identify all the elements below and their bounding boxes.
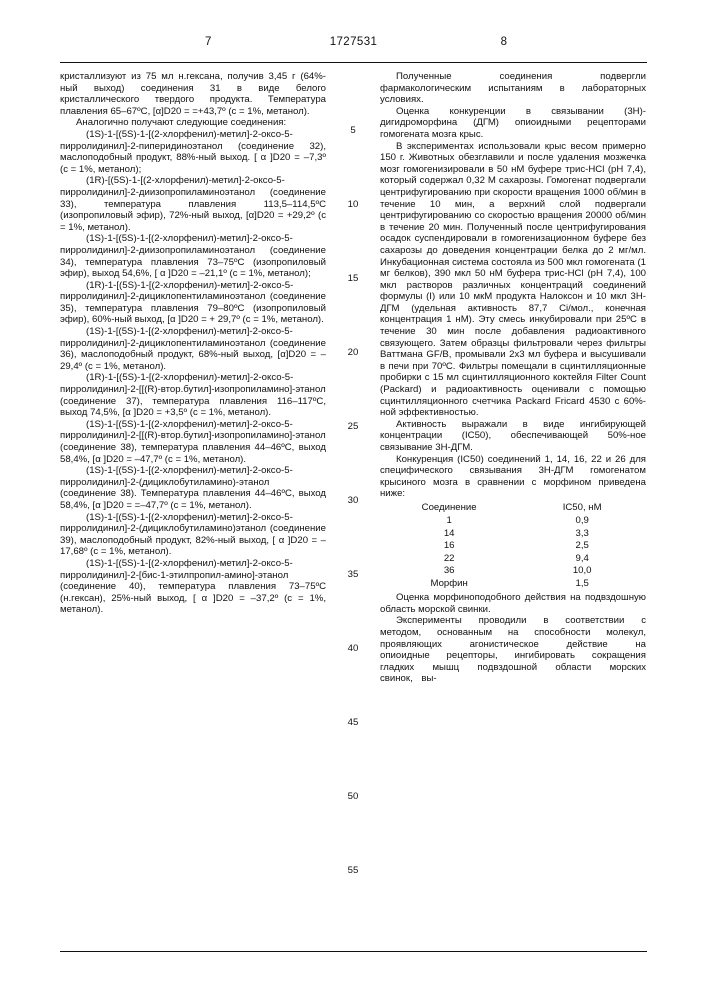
line-number: 35 xyxy=(347,569,359,580)
table-row xyxy=(380,540,646,553)
paragraph: (1S)-1-[(5S)-1-[(2-хлорфенил)-метил]-2-оксо-5-пирролидинил]-2-(дициклобутиламино)этанол (соединение 39), маслоподобный продукт, 82%-ный выход, [ α ]D20 = –17,68º (с = 1%, метанол). xyxy=(60,511,326,558)
cell-compound: 1 xyxy=(446,515,452,527)
line-number: 40 xyxy=(347,643,359,654)
footer-divider xyxy=(60,951,647,952)
paragraph: (1S)-1-[(5S)-1-[(2-хлорфенил)-метил]-2-оксо-5-пирролидинил]-2-диизопропиламиноэтанол (соединение 34), температура плавления 73–75ºС (изопропиловый эфир), выход 54,6%, [ α ]D20 = –21,1º (с = 1%, метанол); xyxy=(60,233,326,280)
paragraph: (1S)-1-[(5S)-1-[(2-хлорфенил)-метил]-2-оксо-5-пирролидинил]-2-(дициклобутиламино)-этанол (соединение 38). Температура плавления 44–46ºС, выход 58,4%, [α ]D20 = =–47,7º (с = 1%, метанол). xyxy=(60,465,326,511)
ic50-table xyxy=(380,502,646,590)
paragraph: (1R)-1-[(5S)-1-[(2-хлорфенил)-метил]-2-оксо-5-пирролидинил]-2-[[(R)-втор.бутил]-изопропиламино]-этанол (соединение 37), температура плавления 116–117ºС, выход 74,5%, [α ]D20 = +3,5º (с = 1%, метанол). xyxy=(60,372,326,419)
left-text-column xyxy=(60,71,341,685)
table-row xyxy=(380,565,646,578)
table-row xyxy=(380,578,646,591)
cell-ic50: 9,4 xyxy=(575,552,589,564)
paragraph: В экспериментах использовали крыс весом примерно 150 г. Животных обезглавили и после удаления мозжечка мозг гомогенизировали в 50 нМ буфере трис-HCl (рН 7,4), который содержал 0,32 М сахарозы. Гомогенат подвергали центрифугированию при скорости вращения 1000 об/мин в течение 10 мин, а верхний слой подвергали центрифугированию со скоростью вращения 20000 об/мин в течение 20 мин. Полученный после центрифугирования осадок суспендировали в гомогенизационном буфере без сахарозы до доведения концентрации белка до 2 мг/мл. Инкубационная система состояла из 500 мкл гомогената (1 мг белков), 390 мкл 50 нМ буфера трис-HCl (рН 7,4), 100 мкл растворов различных концентраций соединений формулы (I) или 10 мкМ продукта Налоксон и 10 мкл 3H-ДГМ (удельная активность 87,7 Ci/мол., конечная концентрация 1 нМ). Эту смесь инкубировали при 25ºС в течение 30 мин после добавления радиоактивного связующего. Затем образцы фильтровали через фильтры Ваттмана GF/B, промывали 2x3 мл буфера и высушивали в печи при 70ºС. Фильтры помещали в сцинтилляционные пробирки с 15 мл сцинтилляционного коктейля Filter Count (Packard) и радиоактивность оценивали с помощью сцинтилляционного счетчика Packard Fricard 4530 с 60%-ной эффективностью. xyxy=(380,140,646,419)
table-row xyxy=(380,552,646,565)
paragraph: кристаллизуют из 75 мл н.гексана, получив 3,45 г (64%-ный выход) соединения 31 в виде белого кристаллического твердого продукта. Температура плавления 65–67ºС, [α]D20 = =+43,7º (с = 1%, метанол). xyxy=(60,71,326,117)
table-header-row xyxy=(380,502,646,515)
table-row xyxy=(380,527,646,540)
cell-compound: 14 xyxy=(443,527,455,539)
paragraph: Активность выражали в виде ингибирующей концентрации (IC50), обеспечивающей 50%-ное связывание 3H-ДГМ. xyxy=(380,418,646,453)
line-number: 25 xyxy=(347,421,359,432)
cell-compound: 16 xyxy=(443,540,455,552)
cell-ic50: 3,3 xyxy=(575,527,589,539)
paragraph: (1S)-1-[(5S)-1-[(2-хлорфенил)-метил]-2-оксо-5-пирролидинил]-2-[бис-1-этилпропил-амино]-этанол (соединение 40), температура плавления 73–75ºС (н.гексан), 25%-ный выход, [ α ]D20 = –37,2º (с = 1%, метанол). xyxy=(60,557,326,616)
line-number: 10 xyxy=(347,199,359,210)
cell-ic50: 10,0 xyxy=(572,565,592,577)
document-number: 1727531 xyxy=(329,36,378,48)
cell-ic50: 2,5 xyxy=(575,540,589,552)
line-number: 50 xyxy=(347,791,359,802)
table-row xyxy=(380,515,646,528)
paragraph: Аналогично получают следующие соединения: xyxy=(76,117,287,129)
right-page-number: 8 xyxy=(500,36,507,48)
paragraph: Эксперименты проводили в соответствии с методом, основанным на способности молекул, проявляющих агонистическое действие на опиоидные рецепторы, ингибировать сокращения гладких мышц подвздошной области морских свинок, вы- xyxy=(380,615,646,685)
paragraph: Оценка конкуренции в связывании (3H)-дигидроморфина (ДГМ) опиоидными рецепторами гомогената мозга крыс. xyxy=(380,105,646,140)
cell-ic50: 1,5 xyxy=(575,578,589,590)
line-number: 55 xyxy=(347,865,359,876)
line-number: 30 xyxy=(347,495,359,506)
paragraph: (1S)-1-[(5S)-1-[(2-хлорфенил)-метил]-2-оксо-5-пирролидинил]-2-[[(R)-втор.бутил]-изопропиламино]-этанол (соединение 38), температура плавления 44–46ºС, выход 58,4%, [α ]D20 = –47,7º (с = 1%, метанол). xyxy=(60,418,326,465)
paragraph: Полученные соединения подвергли фармакологическим испытаниям в лабораторных условиях. xyxy=(380,71,646,106)
line-number: 20 xyxy=(347,347,359,358)
right-text-column xyxy=(365,71,646,685)
line-number: 45 xyxy=(347,717,359,728)
left-page-number: 7 xyxy=(205,36,212,48)
line-number-gutter xyxy=(341,71,365,876)
cell-compound: Морфин xyxy=(430,578,468,590)
cell-ic50: 0,9 xyxy=(575,515,589,527)
header-divider xyxy=(60,62,647,63)
paragraph: Конкуренция (IC50) соединений 1, 14, 16, 22 и 26 для специфического связывания 3H-ДГМ гомогенатом крысиного мозга в сравнении с морфином приведена ниже: xyxy=(380,453,646,500)
paragraph: (1S)-1-[(5S)-1-[(2-хлорфенил)-метил]-2-оксо-5-пирролидинил]-2-дициклопентиламиноэтанол (соединение 36), маслоподобный продукт, 68%-ный выход, [α]D20 = –29,4º (с = 1%, метанол). xyxy=(60,326,326,372)
line-number: 5 xyxy=(350,125,356,136)
paragraph: (1R)-[(5S)-1-[(2-хлорфенил)-метил]-2-оксо-5-пирролидинил]-2-диизопропиламиноэтанол (соединение 33), температура плавления 113,5–114,5ºС (изопропиловый эфир), 72%-ный выход, [α]D20 = +29,2º (с = 1%, метанол). xyxy=(60,175,326,233)
paragraph: (1S)-1-[(5S)-1-[(2-хлорфенил)-метил]-2-оксо-5-пирролидинил]-2-пиперидиноэтанол (соединение 32), маслоподобный продукт, 88%-ный выход. [ α ]D20 = –7,3º (с = 1%, метанол); xyxy=(60,128,326,175)
column-header-ic50: IC50, нМ xyxy=(562,502,602,514)
line-number: 15 xyxy=(347,273,359,284)
paragraph: (1R)-1-[(5S)-1-[(2-хлорфенил)-метил]-2-оксо-5-пирролидинил]-2-дициклопентиламиноэтанол (соединение 35), температура плавления 79–80ºС (изопропиловый эфир), 60%-ный выход, [α ]D20 = + 29,7º (с = 1%, метанол). xyxy=(60,279,326,326)
two-column-body xyxy=(60,71,647,876)
page-header xyxy=(60,36,647,58)
column-header-compound: Соединение xyxy=(421,502,477,514)
cell-compound: 22 xyxy=(443,552,455,564)
paragraph: Оценка морфиноподобного действия на подвздошную область морской свинки. xyxy=(380,592,646,615)
cell-compound: 36 xyxy=(443,565,455,577)
